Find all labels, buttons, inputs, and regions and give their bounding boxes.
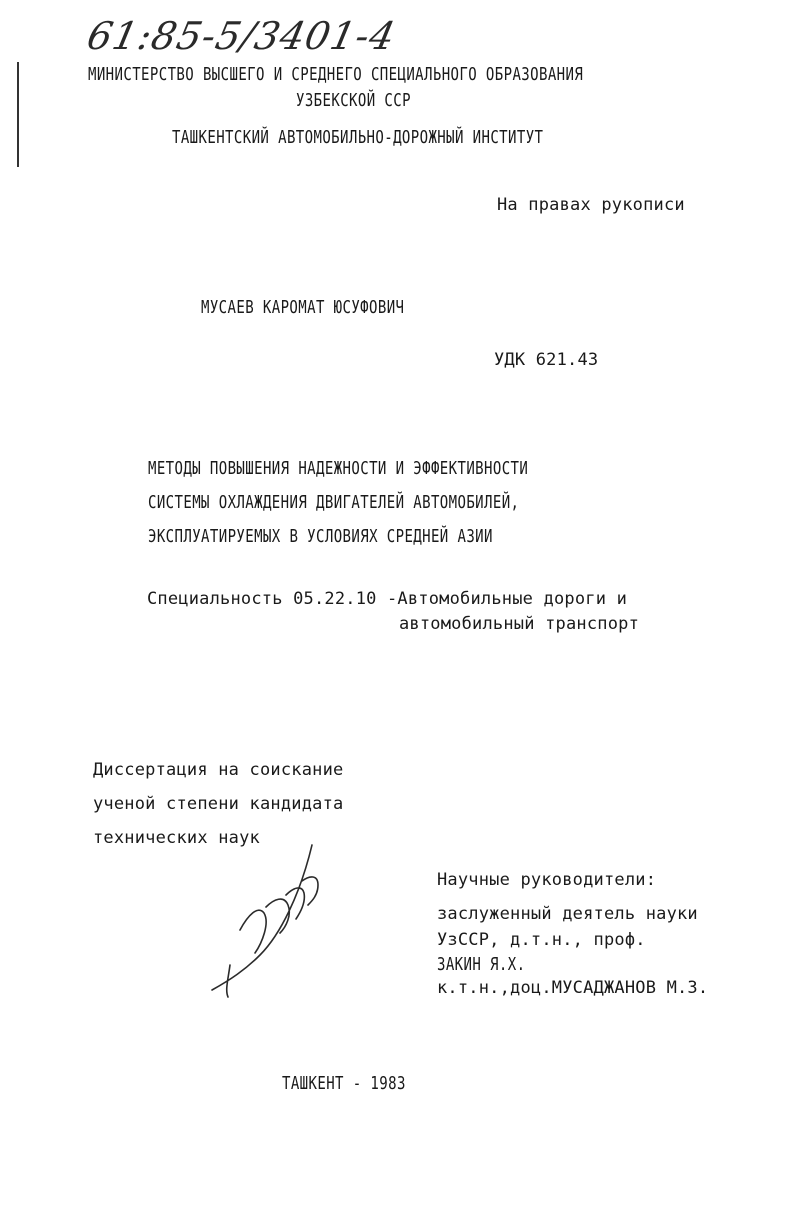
institute-line: ТАШКЕНТСКИЙ АВТОМОБИЛЬНО-ДОРОЖНЫЙ ИНСТИТУТ — [172, 127, 544, 148]
manuscript-note: На правах рукописи — [497, 195, 685, 215]
specialty-line-1: Специальность 05.22.10 -Автомобильные дороги и — [147, 589, 628, 609]
dissertation-line-2: ученой степени кандидата — [93, 794, 344, 814]
udc-code: УДК 621.43 — [494, 350, 599, 370]
margin-mark — [17, 62, 19, 167]
supervisors-heading: Научные руководители: — [437, 870, 657, 890]
dissertation-line-3: технических наук — [93, 828, 260, 848]
author-name: МУСАЕВ КАРОМАТ ЮСУФОВИЧ — [201, 297, 405, 318]
supervisor-line-4: к.т.н.,доц.МУСАДЖАНОВ М.З. — [437, 978, 709, 998]
dissertation-line-1: Диссертация на соискание — [93, 760, 344, 780]
ministry-line: МИНИСТЕРСТВО ВЫСШЕГО И СРЕДНЕГО СПЕЦИАЛЬНОГО ОБРАЗОВАНИЯ — [88, 64, 584, 85]
place-year: ТАШКЕНТ - 1983 — [282, 1073, 406, 1094]
title-line-2: СИСТЕМЫ ОХЛАЖДЕНИЯ ДВИГАТЕЛЕЙ АВТОМОБИЛЕЙ, — [148, 492, 520, 513]
specialty-line-2: автомобильный транспорт — [399, 614, 640, 634]
archive-code-handwritten: 61:85-5/3401-4 — [83, 14, 400, 58]
supervisor-line-1: заслуженный деятель науки — [437, 904, 698, 924]
republic-line: УЗБЕКСКОЙ ССР — [296, 90, 411, 111]
supervisor-line-2: УзССР, д.т.н., проф. — [437, 930, 646, 950]
handwritten-signature — [200, 835, 330, 1005]
supervisor-line-3: ЗАКИН Я.Х. — [437, 954, 526, 975]
title-line-1: МЕТОДЫ ПОВЫШЕНИЯ НАДЕЖНОСТИ И ЭФФЕКТИВНОСТИ — [148, 458, 529, 479]
title-line-3: ЭКСПЛУАТИРУЕМЫХ В УСЛОВИЯХ СРЕДНЕЙ АЗИИ — [148, 526, 493, 547]
